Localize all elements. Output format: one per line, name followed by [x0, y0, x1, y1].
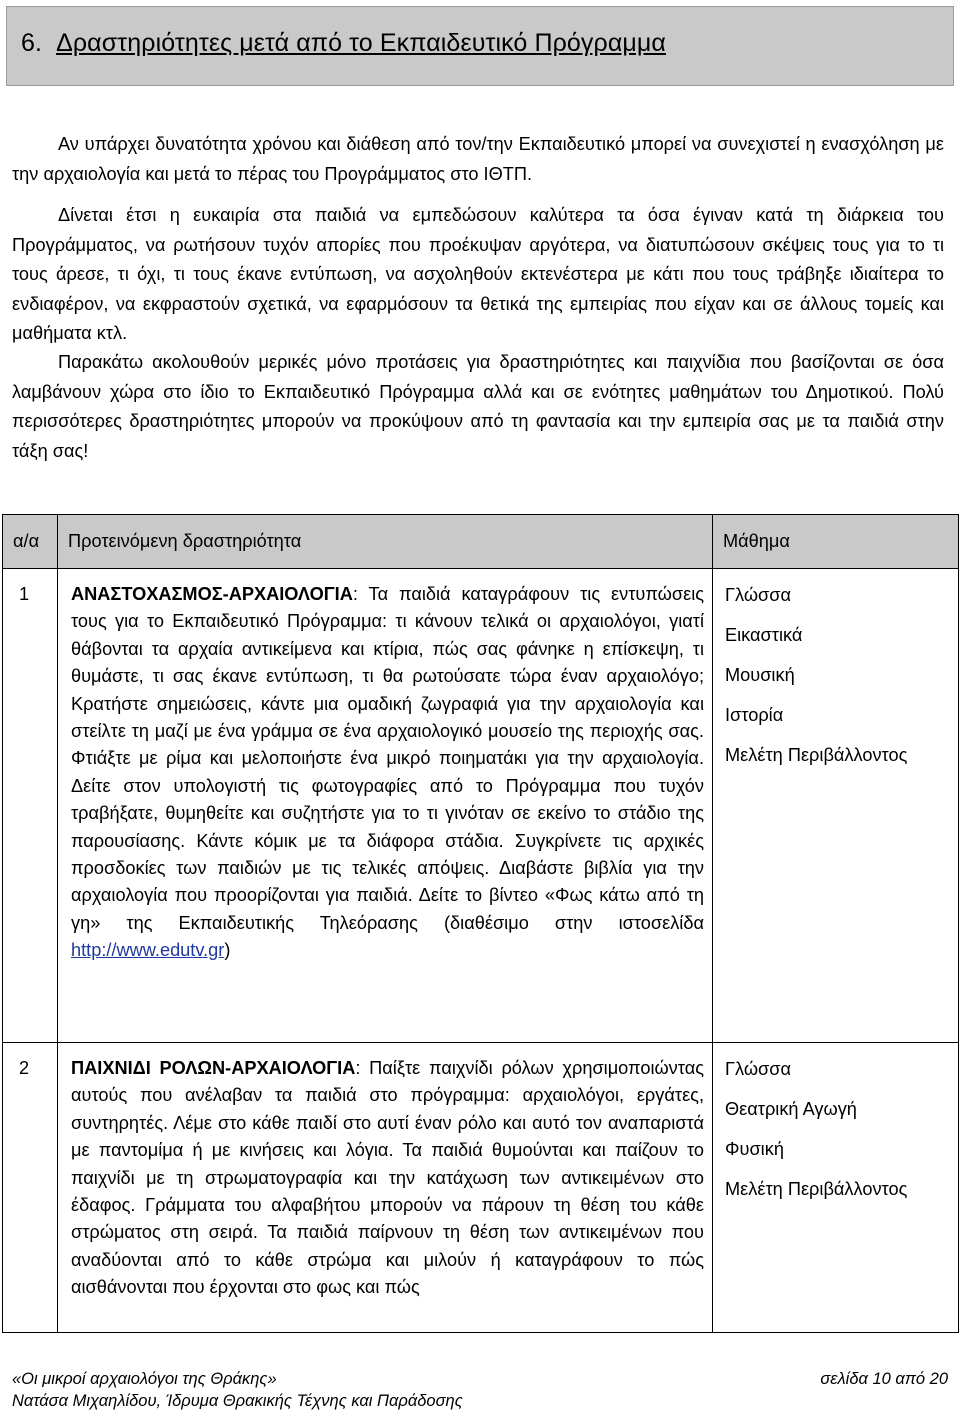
footer-line-2: [12, 1392, 948, 1411]
subject-item: Ιστορία: [725, 705, 784, 725]
table-row: [3, 569, 959, 1043]
subject-list: [713, 569, 959, 1043]
row-number: 2: [3, 1043, 58, 1333]
activity-text: : Τα παιδιά καταγράφουν τις εντυπώσεις τους για το Εκπαιδευτικό Πρόγραμμα: τι κάνουν τελικά οι αρχαιολόγοι, γιατί θάβονται τα αρχαία αντικείμενα και κτίρια, πώς σας φάνηκε η επίσκεψη, τι θυμάστε, τι σας έκανε εντύπωση, τι θα ρωτούσατε τώρα έναν αρχαιολόγο; Κρατήστε σημειώσεις, κάντε μια ομαδική ζωγραφιά για την αρχαιολογία και στείλτε τη μαζί με ένα γράμμα σε ένα αρχαιολογικό μουσείο της περιοχής σας. Φτιάξτε με ρίμα και μελοποιήστε ένα μικρό ποιηματάκι για την αρχαιολογία. Δείτε στον υπολογιστή τις φωτογραφίες από το Πρόγραμμα που τυχόν τραβήξατε, θυμηθείτε και συζητήστε για το τι γινόταν σε εκείνο το στάδιο της παρουσίασης. Κάντε κόμικ με τα διάφορα στάδια. Συγκρίνετε τις αρχικές προσδοκίες των παιδιών με τις τελικές απόψεις. Διαβάστε βιβλία για την αρχαιολογία που προορίζονται για παιδιά. Δείτε το βίντεο «Φως κάτω από τη γη» της Εκπαιδευτικής Τηλεόρασης (διαθέσιμο στην ιστοσελίδα: [71, 584, 704, 933]
subject-list: [713, 1043, 959, 1333]
edutv-link[interactable]: http://www.edutv.gr: [71, 940, 225, 961]
section-title: [21, 29, 666, 58]
activities-table: [2, 514, 959, 1333]
row-number: 1: [3, 569, 58, 1043]
subject-item: Μουσική: [725, 665, 795, 685]
intro-paragraph: Αν υπάρχει δυνατότητα χρόνου και διάθεση από τον/την Εκπαιδευτικό μπορεί να συνεχιστεί η ενασχόληση με την αρχαιολογία και μετά το πέρας του Προγράμματος στο ΙΘΤΠ.: [12, 134, 944, 184]
subject-item: Γλώσσα: [725, 1059, 792, 1079]
section-title-text: Δραστηριότητες μετά από το Εκπαιδευτικό Πρόγραμμα: [56, 29, 666, 57]
footer-project: «Οι μικροί αρχαιολόγοι της Θράκης»: [12, 1370, 277, 1388]
purpose-paragraph: Δίνεται έτσι η ευκαιρία στα παιδιά να εμπεδώσουν καλύτερα τα όσα έγιναν κατά τη διάρκεια του Προγράμματος, να ρωτήσουν τυχόν απορίες που προέκυψαν αργότερα, να διατυπώσουν σκέψεις τους για το τι τους άρεσε, τι όχι, τι τους έκανε εντύπωση, να ασχοληθούν εκτενέστερα με κάτι που τους τράβηξε ιδιαίτερα το ενδιαφέρον, να εκφραστούν σχετικά, να εφαρμόσουν τα θετικά της εμπειρίας που είχαν και σε άλλους τομείς και μαθήματα κτλ.: [12, 205, 944, 343]
subject-item: Φυσική: [725, 1139, 784, 1159]
activity-description: [58, 569, 713, 1043]
footer-line-1: [12, 1370, 948, 1389]
header-subject: Μάθημα: [713, 515, 959, 569]
subject-item: Θεατρική Αγωγή: [725, 1099, 857, 1119]
suggestions-paragraph: Παρακάτω ακολουθούν μερικές μόνο προτάσεις για δραστηριότητες και παιχνίδια που βασίζονται σε όσα λαμβάνουν χώρα στο ίδιο το Εκπαιδευτικό Πρόγραμμα αλλά και σε ενότητες μαθημάτων του Δημοτικού. Πολύ περισσότερες δραστηριότητες μπορούν να προκύψουν από τη φαντασία και την εμπειρία σας με τα παιδιά στην τάξη σας!: [12, 352, 944, 461]
subject-item: Μελέτη Περιβάλλοντος: [725, 1179, 908, 1199]
table-row: [3, 1043, 959, 1333]
activity-title: ΑΝΑΣΤΟΧΑΣΜΟΣ-ΑΡΧΑΙΟΛΟΓΙΑ: [71, 584, 353, 604]
activity-text: : Παίξτε παιχνίδι ρόλων χρησιμοποιώντας αυτούς που ανέλαβαν τα παιδιά στο πρόγραμμα: αρχαιολόγοι, εργάτες, συντηρητές. Λέμε στο κάθε παιδί στο αυτί έναν ρόλο και αυτό τον αναπαριστά με παντομίμα ή με κινήσεις και λόγια. Τα παιδιά θυμούνται και παίζουν το παιχνίδι με τη στρωματογραφία και την κατάχωση των αντικειμένων στο έδαφος. Γράμματα του αλφαβήτου μπορούν να πάρουν τη θέση του κάθε στρώματος στη σειρά. Τα παιδιά παίρνουν τη θέση των αντικειμένων που αναδύονται από το κάθε στρώμα και μιλούν ή καταγράφουν το πώς αισθάνονται που έρχονται στο φως και πώς: [71, 1058, 704, 1298]
section-number: 6.: [21, 29, 43, 57]
header-num: α/α: [3, 515, 58, 569]
table-header-row: [3, 515, 959, 569]
subject-item: Εικαστικά: [725, 625, 803, 645]
footer-author: Νατάσα Μιχαηλίδου, Ίδρυμα Θρακικής Τέχνης και Παράδοσης: [12, 1392, 463, 1410]
activity-description: [58, 1043, 713, 1333]
activity-title: ΠΑΙΧΝΙΔΙ ΡΟΛΩΝ-ΑΡΧΑΙΟΛΟΓΙΑ: [71, 1058, 356, 1078]
header-activity: Προτεινόμενη δραστηριότητα: [58, 515, 713, 569]
subject-item: Γλώσσα: [725, 585, 792, 605]
subject-item: Μελέτη Περιβάλλοντος: [725, 745, 908, 765]
activity-tail: ): [224, 940, 231, 961]
section-header: [6, 6, 954, 86]
footer-page-number: σελίδα 10 από 20: [820, 1370, 948, 1388]
